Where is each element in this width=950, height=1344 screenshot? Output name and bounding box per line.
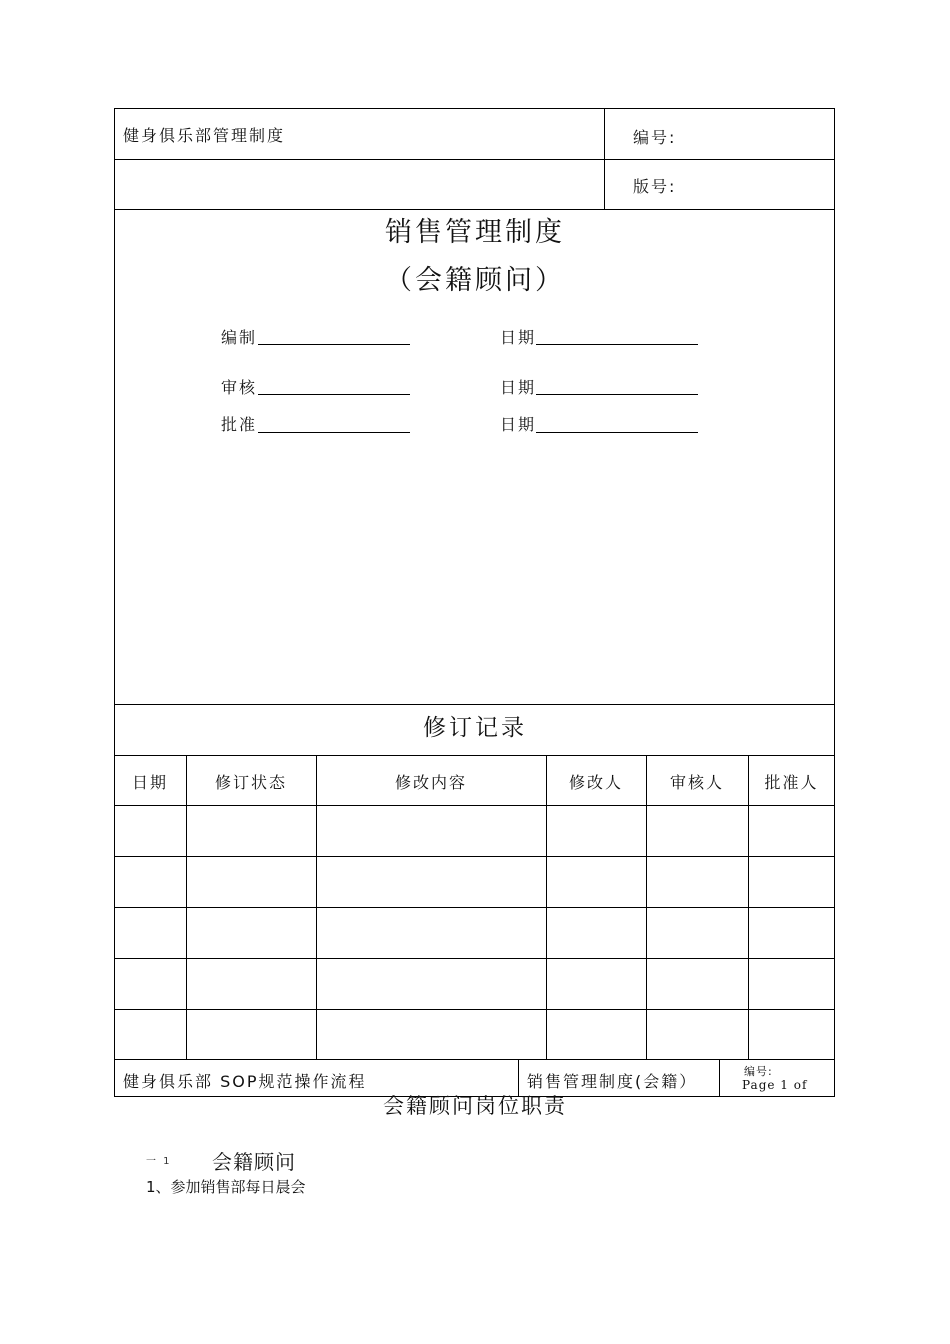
sign-role-compile: 编制 xyxy=(221,328,258,347)
revision-header-top xyxy=(114,755,835,756)
section-title: 会籍顾问 xyxy=(212,1150,296,1174)
body-heading: 会籍顾问岗位职责 xyxy=(383,1094,567,1118)
sign-date-compile: 日期 xyxy=(500,328,537,347)
revision-col-line-1 xyxy=(186,755,187,1059)
revision-col-line-4 xyxy=(646,755,647,1059)
revision-row-line-1 xyxy=(114,805,835,806)
sign-line-compile xyxy=(258,344,410,345)
sign-role-approve: 批准 xyxy=(221,415,258,434)
date-line-review xyxy=(536,394,698,395)
revision-row-line-4 xyxy=(114,958,835,959)
date-line-compile xyxy=(536,344,698,345)
cover-title: 销售管理制度 xyxy=(385,217,565,248)
sign-role-review: 审核 xyxy=(221,378,258,397)
footer-middle: 销售管理制度(会籍） xyxy=(527,1072,698,1091)
revision-row-line-5 xyxy=(114,1009,835,1010)
revision-col-line-2 xyxy=(316,755,317,1059)
date-line-approve xyxy=(536,432,698,433)
section-marker: 一 1 xyxy=(146,1156,172,1167)
header-divider-1 xyxy=(114,159,835,160)
cover-subtitle: （会籍顾问） xyxy=(385,265,565,296)
sign-date-approve: 日期 xyxy=(500,415,537,434)
revision-row-line-3 xyxy=(114,907,835,908)
footer-code-label: 编号: xyxy=(744,1065,773,1078)
footer-page: Page 1 of xyxy=(742,1078,808,1092)
body-item-1: 1、参加销售部每日晨会 xyxy=(146,1178,306,1196)
footer-left: 健身俱乐部 SOP规范操作流程 xyxy=(123,1072,367,1091)
revision-col-line-3 xyxy=(546,755,547,1059)
col-header-status: 修订状态 xyxy=(214,773,287,792)
revision-row-line-6 xyxy=(114,1059,835,1060)
col-header-date: 日期 xyxy=(131,773,168,792)
revision-top-line xyxy=(114,704,835,705)
col-header-approver: 批准人 xyxy=(764,773,819,792)
form-frame xyxy=(114,108,835,1097)
col-header-modifier: 修改人 xyxy=(568,773,623,792)
revision-title: 修订记录 xyxy=(423,715,527,741)
revision-col-line-5 xyxy=(748,755,749,1059)
sign-line-review xyxy=(258,394,410,395)
col-header-reviewer: 审核人 xyxy=(669,773,724,792)
version-label: 版号: xyxy=(633,177,677,196)
header-vertical-divider xyxy=(604,108,605,209)
org-title: 健身俱乐部管理制度 xyxy=(123,126,286,145)
sign-date-review: 日期 xyxy=(500,378,537,397)
col-header-content: 修改内容 xyxy=(394,773,467,792)
revision-row-line-2 xyxy=(114,856,835,857)
code-label: 编号: xyxy=(633,128,677,147)
sign-line-approve xyxy=(258,432,410,433)
